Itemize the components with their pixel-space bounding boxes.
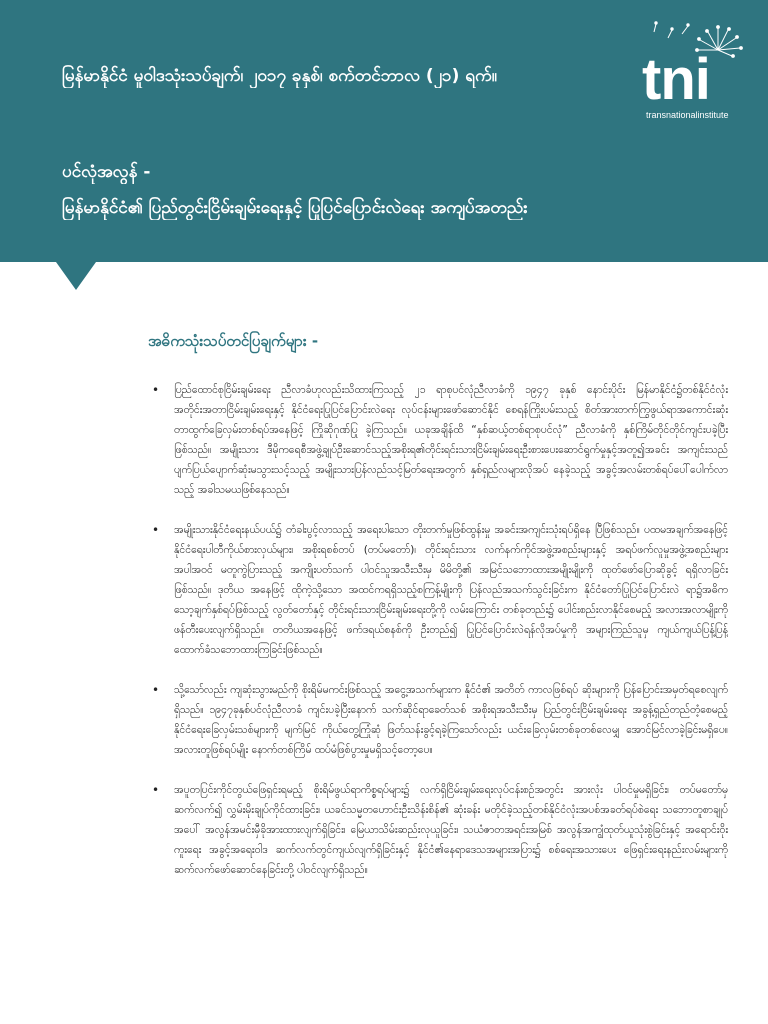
list-item	[148, 780, 728, 880]
list-item-text: အမျိုးသားနိုင်ငံရေးနယ်ပယ်၌ တံခါးပွင့်လာသည့် အရေးပါသော တိုးတက်မှုဖြစ်ထွန်းမှု အခင်းအကျင်းသုံးရပ်ရှိနေ ပြီဖြစ်သည်။ ပထမအချက်အနေဖြင့် နိုင်ငံရေးပါတီကိုယ်စားလှယ်များ၊ အစိုးရစစ်တပ် (တပ်မတော်)၊ တိုင်းရင်းသား လက်နက်ကိုင်အဖွဲ့အစည်းများနှင့် အရပ်ဖက်လူမှုအဖွဲ့အစည်းများအပါအဝင် မတူကွဲပြားသည့် အကျိုးပတ်သက် ပါဝင်သူအသီးသီးမှ မိမိတို့၏ အမြင်သဘောထားအမျိုးမျိုးကို ထုတ်ဖော်ပြောဆိုခွင့် ရရှိလာခြင်းဖြစ်သည်။ ဒုတိယ အနေဖြင့် ထိုကဲ့သို့သော အထင်ကရရှိသည့်စကြန့်မျိုးကို ပြန်လည်အသက်သွင်းခြင်းက နိုင်ငံတော်ပြုပြင်ပြောင်းလဲ ရာ၌အဓိကသော့ချက်နှစ်ရပ်ဖြစ်သည့် လွတ်တော်နှင့် တိုင်းရင်းသားငြိမ်းချမ်းရေးတို့ကို လမ်းကြောင်း တစ်ခုတည်း၌ ပေါင်းစည်းလာနိုင်စေမည့် အလားအလာမျိုးကို ဖန်တီးပေးလျက်ရှိသည်။ တတိယအနေဖြင့် ဖက်ဒရယ်စနစ်ကို ဦးတည်၍ ပြုပြင်ပြောင်းလဲရန်လိုအပ်မှုကို အများကြည်သူမှ ကျယ်ကျယ်ပြန့်ပြန့်ထောက်ခံသဘောထားကြခြင်းဖြစ်သည်။	[174, 524, 728, 656]
list-item	[148, 520, 728, 660]
list-item-text: သို့သော်လည်း ကျဆုံးသွားမည်ကို စိုးရိမ်မကင်းဖြစ်သည့် အငွေ့အသက်များက နိုင်ငံ၏ အတိတ် ကာလဖြစ်ရပ် ဆိုးများကို ပြန်ပြောင်းအမှတ်ရစေလျက်ရှိသည်။ ၁၉၄၇ခုနှစ်ပင်လုံညီလာခံ ကျင်းပခဲ့ပြီးနောက် သက်ဆိုင်ရာခေတ်သစ် အစိုးရအသီးသီးမှ ပြည်တွင်းငြိမ်းချမ်းရေး အခွန့်ရှည်တည်တံ့စေမည့် နိုင်ငံရေးခြေလှမ်းသစ်များကို မျက်မြင် ကိုယ်တွေ့ကြုံဆုံ ဖြတ်သန်းခွင့်ရခဲ့ကြသော်လည်း ယင်းခြေလှမ်းတစ်ခုတစ်လေမျှ အောင်မြင်လာခဲ့ခြင်းမရှိပေ။ အလားတူဖြစ်ရပ်မျိုး နောက်တစ်ကြိမ် ထပ်မံဖြစ်ပွားမှုမရှိသင့်တော့ပေ။	[174, 684, 728, 756]
section-heading: အဓိကသုံးသပ်တင်ပြချက်များ -	[148, 332, 319, 350]
bullet-icon: •	[152, 783, 160, 797]
header-pointer	[56, 262, 96, 290]
bullet-icon: •	[152, 523, 160, 537]
page-title: မြန်မာနိုင်ငံ၏ ပြည်တွင်းငြိမ်းချမ်းရေးနှင့် ပြုပြင်ပြောင်းလဲရေး အကျပ်အတည်း	[62, 198, 528, 218]
header-banner	[0, 0, 768, 262]
logo-wordmark: tni	[642, 47, 710, 112]
list-item-text: ပြည်ထောင်စုငြိမ်းချမ်းရေး ညီလာခံဟုလည်းသိထားကြသည့် ၂၁ ရာစုပင်လုံညီလာခံကို ၁၉၄၇ ခုနှစ် နောင်းပိုင်း မြန်မာနိုင်ငံ၌တစ်နိုင်ငံလုံးအတိုင်းအတာငြိမ်းချမ်းရေးနှင့် နိုင်ငံရေးပြုပြင်ပြောင်းလဲရေး လုပ်ငန်းများဖော်ဆောင်နိုင် စေရန်ကြိုးပမ်းသည့် စိတ်အားတက်ကြွဖွယ်ရာအကောင်းဆုံး တာထွက်ခြေလှမ်းတစ်ရပ်အနေဖြင့် ကြိုဆိုဂုဏ်ပြု ခဲ့ကြသည်။ ယခုအချိန်ထိ “နှစ်ဆယ့်တစ်ရာစုပင်လုံ” ညီလာခံကို နှစ်ကြိမ်တိုင်တိုင်ကျင်းပခဲ့ပြီးဖြစ်သည်။ အမျိုးသား ဒီမိုကရေစီအဖွဲ့ချုပ်ဦးဆောင်သည့်အစိုးရ၏တိုင်းရင်းသားငြိမ်းချမ်းရေးဦးစားပေးဆောင်ရွက်မှုနှင့်အတူ၍အခင်း အကျင်းသည် ပျက်ပြယ်ပျောက်ဆုံးမသွားသင့်သည့် အမျိုးသားပြန်လည်သင့်မြတ်ရေးအတွက် နှစ်ရှည်လများလိုအပ် နေခဲ့သည့် အခွင့်အလမ်းတစ်ရပ်ပေါ်ပေါက်လာသည့် အခါသမယဖြစ်နေသည်။	[174, 384, 728, 496]
logo-tagline: transnationalinstitute	[646, 110, 729, 120]
key-findings-list	[148, 380, 728, 900]
page-subtitle: ပင်လုံအလွန် -	[62, 162, 151, 182]
bullet-icon: •	[152, 383, 160, 397]
list-item	[148, 380, 728, 500]
list-item-text: အပူတပြင်းကိုင်တွယ်ဖြေရှင်းရမည့် စိုးရိမ်ဖွယ်ရာကိစ္စရပ်များ၌ လက်ရှိငြိမ်းချမ်းရေးလုပ်ငန်းစဉ်အတွင်း အားလုံး ပါဝင်မှုမရှိခြင်း၊ တပ်မတော်မှဆက်လက်၍ လွှမ်းမိုးချုပ်ကိုင်ထားခြင်း၊ ယခင်သမ္မတဟောင်းဦးသိန်းစိန်၏ ဆုံးခန်း မတိုင်ခဲ့သည့်တစ်နိုင်ငံလုံးအပစ်အခတ်ရပ်စဲရေး သဘောတူစာချုပ်အပေါ် အလွန်အမင်းမှီခိုအားထားလျက်ရှိခြင်း၊ မြေယာသိမ်းဆည်းလုယူခြင်း၊ သယံဇာတအရင်းအမြစ် အလွန်အကျွံထုတ်ယူသုံးစွဲခြင်းနှင့် အရောင်းဝိုးကူးရေး အခွင့်အရေးဝါဒ ဆက်လက်တွင်ကျယ်လျက်ရှိခြင်းနှင့် နိုင်ငံ၏နေရာဒေသအများအပြား၌ စစ်ရေးအသားပေး ဖြေရှင်းရေးနည်းလမ်းများကို ဆက်လက်ဖော်ဆောင်နေခြင်းတို့ ပါဝင်လျက်ရှိသည်။	[174, 784, 728, 876]
bullet-icon: •	[152, 683, 160, 697]
list-item	[148, 680, 728, 760]
tni-logo	[632, 20, 750, 128]
dateline: မြန်မာနိုင်ငံ မူဝါဒသုံးသပ်ချက်၊ ၂၀၁၇ ခုနှစ်၊ စက်တင်ဘာလ (၂၁) ရက်။	[62, 66, 497, 86]
